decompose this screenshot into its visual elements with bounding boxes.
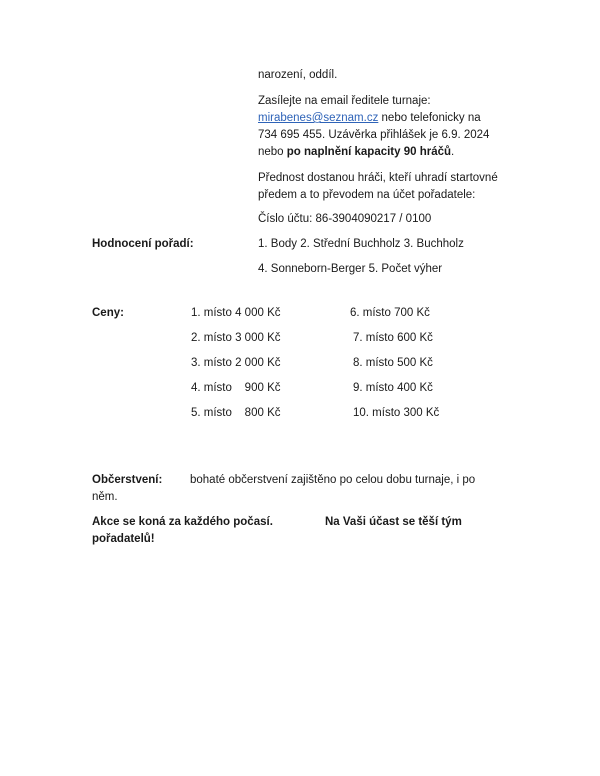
prizes-label: Ceny: xyxy=(92,307,124,319)
registration-line0: narození, oddíl. xyxy=(258,69,338,81)
email-link[interactable]: mirabenes@seznam.cz xyxy=(258,112,379,124)
email-after-text: nebo telefonicky na xyxy=(378,112,481,124)
capacity-pre: nebo xyxy=(258,146,287,158)
capacity-line xyxy=(258,145,454,159)
refreshments-text-1: bohaté občerstvení zajištěno po celou dobu turnaje, i po xyxy=(190,474,476,486)
weather-note: Akce se koná za každého počasí. xyxy=(92,516,273,528)
prize-left-4: 4. místo 900 Kč xyxy=(191,382,281,394)
scoring-line-2: 4. Sonneborn-Berger 5. Počet výher xyxy=(258,263,443,275)
organizers-note: pořadatelů! xyxy=(92,533,155,545)
email-intro: Zasílejte na email ředitele turnaje: xyxy=(258,95,431,107)
phone-deadline-line: 734 695 455. Uzávěrka přihlášek je 6.9. 2024 xyxy=(258,129,490,141)
prize-right-4: 9. místo 400 Kč xyxy=(353,382,433,394)
prize-right-3: 8. místo 500 Kč xyxy=(353,357,433,369)
priority-line-2: předem a to převodem na účet pořadatele: xyxy=(258,189,476,201)
scoring-line-1: 1. Body 2. Střední Buchholz 3. Buchholz xyxy=(258,238,464,250)
account-number: Číslo účtu: 86-3904090217 / 0100 xyxy=(258,213,432,225)
refreshments-label: Občerstvení: xyxy=(92,474,163,486)
prize-right-2: 7. místo 600 Kč xyxy=(353,332,433,344)
prize-left-2: 2. místo 3 000 Kč xyxy=(191,332,281,344)
capacity-post: . xyxy=(451,146,455,158)
prize-left-3: 3. místo 2 000 Kč xyxy=(191,357,281,369)
prize-left-1: 1. místo 4 000 Kč xyxy=(191,307,281,319)
email-line xyxy=(258,111,481,125)
scoring-label: Hodnocení pořadí: xyxy=(92,238,194,250)
prize-right-1: 6. místo 700 Kč xyxy=(350,307,430,319)
welcome-note: Na Vaši účast se těší tým xyxy=(325,516,462,528)
priority-line-1: Přednost dostanou hráči, kteří uhradí startovné xyxy=(258,172,498,184)
prize-right-5: 10. místo 300 Kč xyxy=(353,407,440,419)
capacity-bold: po naplnění kapacity 90 hráčů xyxy=(286,146,452,158)
prize-left-5: 5. místo 800 Kč xyxy=(191,407,281,419)
refreshments-text-2: něm. xyxy=(92,491,118,503)
